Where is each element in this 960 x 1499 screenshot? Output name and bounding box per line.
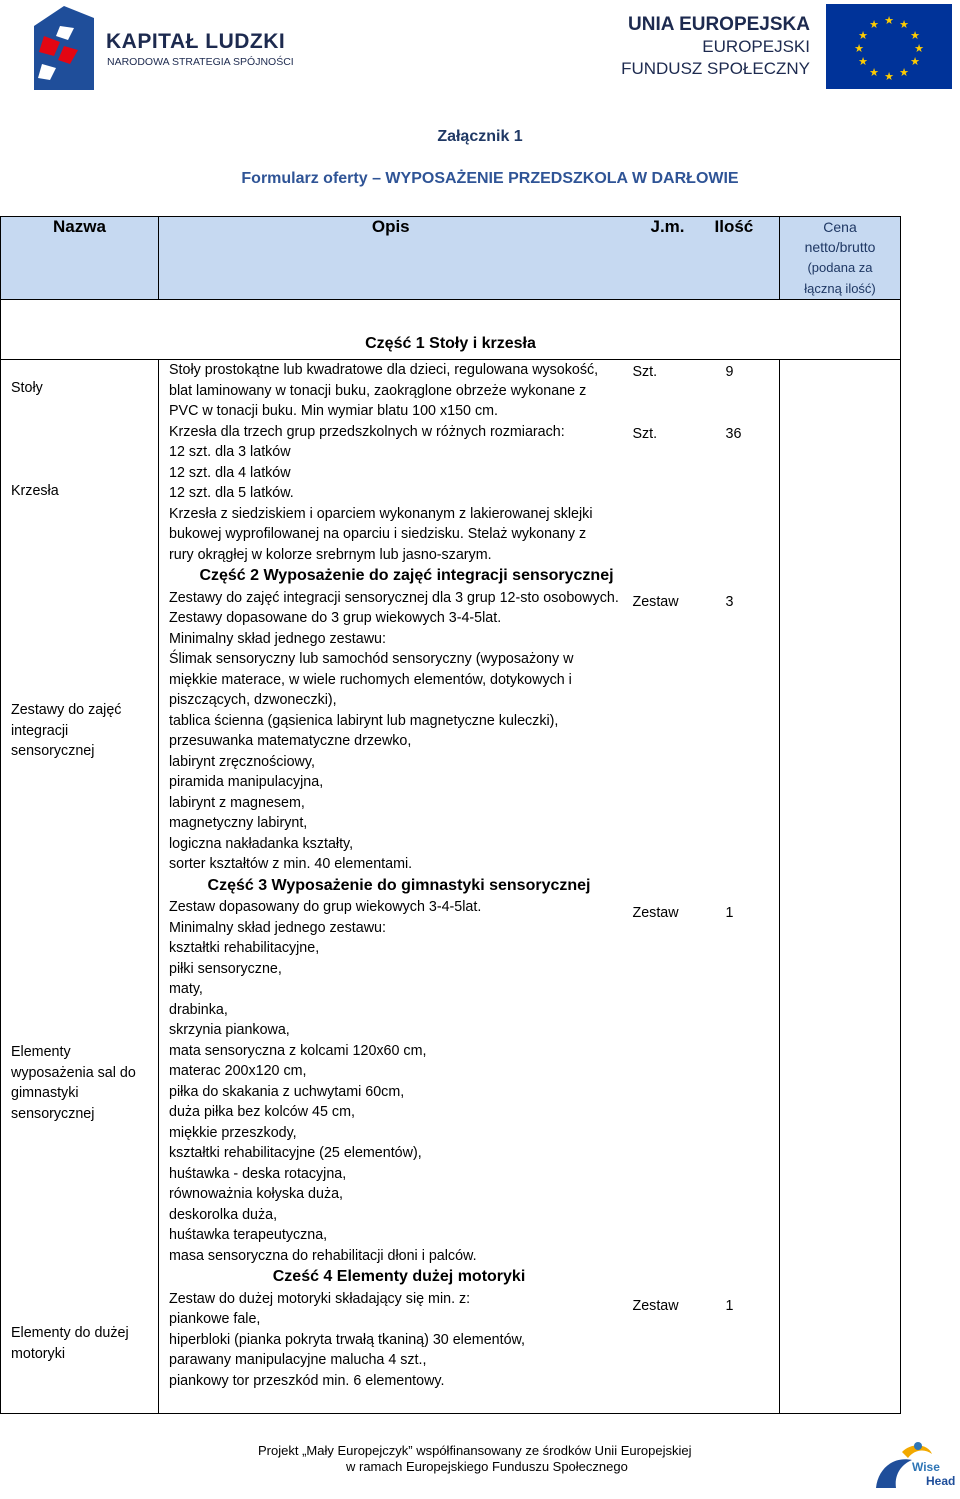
ilosc-elementy: 1 [725,905,734,921]
header-cena-4: łączną ilość) [804,281,876,296]
table-row [1,360,901,1414]
part2-line-1: Zestawy do zajęć integracji sensorycznej dla 3 grup 12-sto osobowych. Zestawy dopasowane do 3 grup wiekowych 3-4-5lat. [169,589,619,626]
part3-line-4: piłki sensoryczne, [169,960,282,977]
name-motoryka: Elementy do dużej motoryki [11,1325,129,1362]
ilosc-krzesla: 36 [725,426,742,442]
part2-line-5: przesuwanka matematyczne drzewko, [169,733,412,749]
krzesla-line-4: 12 szt. dla 5 latków. [169,485,294,501]
jm-cell [623,360,709,1414]
part3-line-5: maty, [169,981,203,997]
part4-line-5: piankowy tor przeszkód min. 6 elementowy. [169,1372,445,1389]
svg-text:★: ★ [884,14,894,27]
part2-line-2: Minimalny skład jednego zestawu: [169,630,386,647]
part2-line-9: magnetyczny labirynt, [169,815,308,831]
ue-text [621,14,810,80]
part3-line-3: kształtki rehabilitacyjne, [169,940,320,956]
part4-line-2: piankowe fale, [169,1311,261,1327]
part3-line-10: piłka do skakania z uchwytami 60cm, [169,1083,405,1100]
part4-line-3: hiperbloki (pianka pokryta trwałą tkaniną) 30 elementów, [169,1331,526,1348]
kapital-ludzki-logo-icon [34,6,94,90]
ilosc-cell [709,360,780,1414]
part2-line-3: Ślimak sensoryczny lub samochód sensoryczny (wyposażony w miękkie materace, w wiele ruchomych elementów, dotykowych i piszczących, dzwoneczki), [169,651,574,708]
name-krzesla: Krzesła [11,483,59,499]
header-cena-3: (podana za [807,260,873,275]
svg-text:★: ★ [910,55,920,68]
part2-line-4: tablica ścienna (gąsienica labirynt lub magnetyczne kuleczki), [169,712,559,729]
part3-line-7: skrzynia piankowa, [169,1022,290,1038]
description-cell [159,360,623,1414]
part2-line-11: sorter kształtów z min. 40 elementami. [169,856,413,872]
cena-cell[interactable] [780,360,901,1414]
part3-line-11: duża piłka bez kolców 45 cm, [169,1104,355,1120]
ilosc-motoryka: 1 [725,1298,734,1314]
name-zestawy: Zestawy do zajęć integracji sensorycznej [11,702,122,759]
svg-text:★: ★ [854,42,864,55]
part3-line-14: huśtawka - deska rotacyjna, [169,1165,347,1182]
name-elementy: Elementy wyposażenia sal do gimnastyki sensorycznej [11,1044,136,1122]
jm-krzesla: Szt. [632,426,658,442]
table-header-row [1,217,901,300]
offer-table [0,216,901,1414]
svg-text:★: ★ [858,29,868,42]
part3-line-1: Zestaw dopasowany do grup wiekowych 3-4-5lat. [169,899,482,915]
part3-line-9: materac 200x120 cm, [169,1063,307,1079]
header-opis-label: Opis [371,217,410,236]
svg-text:★: ★ [899,66,909,79]
part3-line-2: Minimalny skład jednego zestawu: [169,919,386,936]
part2-line-6: labirynt zręcznościowy, [169,753,315,770]
part3-line-6: drabinka, [169,1001,228,1018]
table-row [1,300,901,360]
header-opis [159,217,623,300]
header-nazwa: Nazwa [1,217,159,300]
jm-elementy: Zestaw [632,905,679,921]
part2-line-10: logiczna nakładanka kształty, [169,835,354,852]
part4-title: Cześć 4 Elementy dużej motoryki [272,1268,526,1285]
jm-motoryka: Zestaw [632,1298,679,1314]
svg-text:★: ★ [899,18,909,31]
svg-text:★: ★ [910,29,920,42]
wisehead-logo [872,1438,956,1494]
names-cell [1,360,159,1414]
eu-flag-icon [826,4,952,89]
kl-title: KAPITAŁ LUDZKI [106,30,286,53]
part3-line-12: miękkie przeszkody, [169,1124,297,1141]
krzesla-line-3: 12 szt. dla 4 latków [169,464,291,481]
part3-line-8: mata sensoryczna z kolcami 120x60 cm, [169,1042,427,1059]
part4-line-1: Zestaw do dużej motoryki składający się min. z: [169,1290,471,1307]
header-cena-1: Cena [823,219,857,235]
part3-title: Część 3 Wyposażenie do gimnastyki sensorycznej [207,876,591,894]
part2-title: Część 2 Wyposażenie do zajęć integracji sensorycznej [199,567,614,584]
footer-line2: w ramach Europejskiego Funduszu Społecznego [346,1459,628,1474]
part2-line-8: labirynt z magnesem, [169,794,305,811]
svg-text:★: ★ [869,66,879,79]
part3-line-16: deskorolka duża, [169,1206,278,1223]
svg-text:★: ★ [914,42,924,55]
ue-line1: UNIA EUROPEJSKA [628,14,810,35]
header-jm: J.m. [623,217,709,300]
krzesla-line-1: Krzesła dla trzech grup przedszkolnych w różnych rozmiarach: [169,423,565,440]
header-cena [780,217,901,300]
document-title: Załącznik 1 [437,128,523,145]
ilosc-zestawy: 3 [725,594,734,610]
ue-line3: FUNDUSZ SPOŁECZNY [621,59,810,78]
kl-subtitle: NARODOWA STRATEGIA SPÓJNOŚCI [107,56,294,68]
head-text: Head [926,1474,956,1488]
stoly-description: Stoły prostokątne lub kwadratowe dla dzieci, regulowana wysokość, blat laminowany w tonacji buku, zaokrąglone obrzeże wykonane z PVC w tonacji buku. Min wymiar blatu 100 x150 cm. [169,362,599,419]
krzesla-line-2: 12 szt. dla 3 latków [169,444,291,460]
header-cena-2: netto/brutto [804,239,876,255]
svg-text:★: ★ [869,18,879,31]
part3-line-15: równoważnia kołyska duża, [169,1186,344,1202]
part3-line-13: kształtki rehabilitacyjne (25 elementów), [169,1145,422,1161]
footer-line1: Projekt „Mały Europejczyk” współfinansowany ze środków Unii Europejskiej [258,1443,692,1458]
ue-line2: EUROPEJSKI [702,37,810,56]
ilosc-stoly: 9 [725,364,734,380]
part2-line-7: piramida manipulacyjna, [169,774,324,790]
document-subtitle: Formularz oferty – WYPOSAŻENIE PRZEDSZKOLA W DARŁOWIE [241,170,739,187]
name-stoly: Stoły [11,380,43,396]
part3-line-18: masa sensoryczna do rehabilitacji dłoni i palców. [169,1247,477,1264]
wise-text: Wise [912,1460,940,1474]
svg-text:★: ★ [858,55,868,68]
jm-stoly: Szt. [632,364,658,380]
jm-zestawy: Zestaw [632,594,679,610]
part4-line-4: parawany manipulacyjne malucha 4 szt., [169,1352,427,1368]
krzesla-line-5: Krzesła z siedziskiem i oparciem wykonanym z lakierowanej sklejki bukowej wyprofilowanej na oparciu i siedzisku. Stelaż wykonany z rury okrągłej w kolorze srebrnym lub jasno-szarym. [169,505,593,563]
part1-title: Część 1 Stoły i krzesła [1,300,901,360]
svg-text:★: ★ [884,70,894,83]
part3-line-17: huśtawka terapeutyczna, [169,1227,328,1243]
header-ilosc: Ilość [709,217,780,300]
